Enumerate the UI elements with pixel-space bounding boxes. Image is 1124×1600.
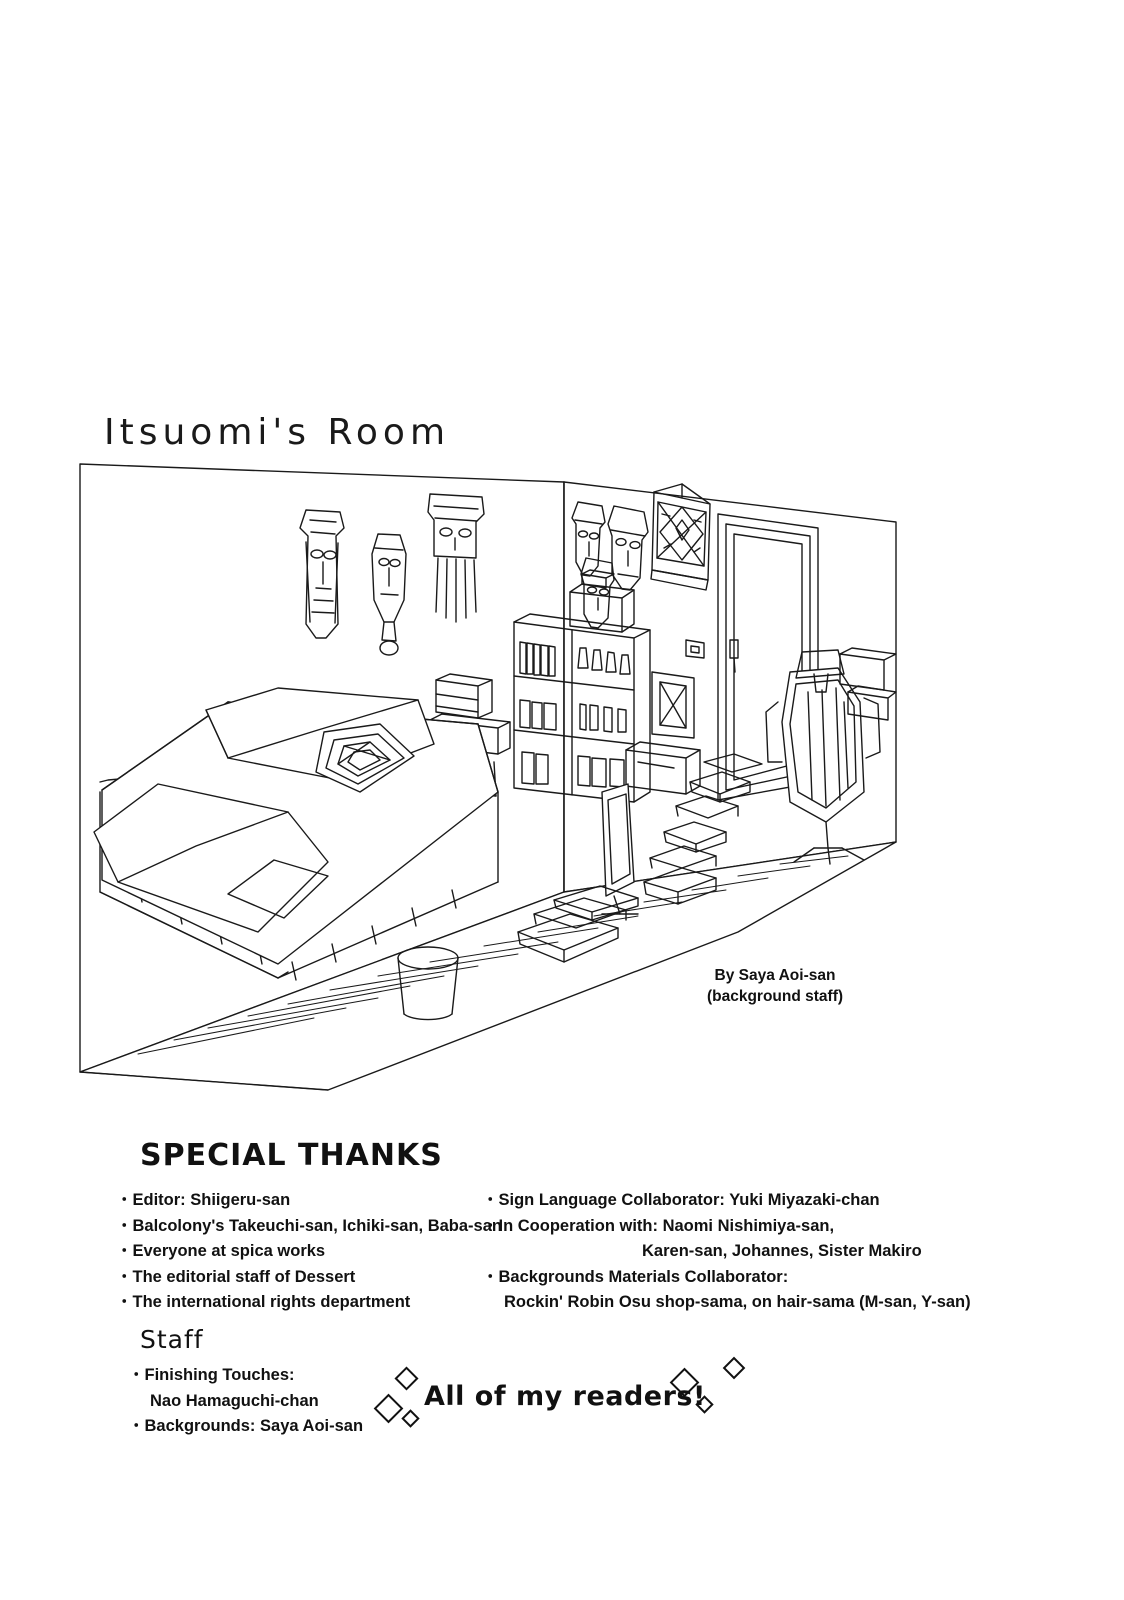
readers-message: All of my readers!: [424, 1381, 706, 1412]
thanks-item: Rockin' Robin Osu shop-sama, on hair-sama (M-san, Y-san): [504, 1293, 971, 1312]
thanks-item: ・In Cooperation with: Naomi Nishimiya-san,: [482, 1216, 835, 1235]
thanks-item: ・Sign Language Collaborator: Yuki Miyazaki-chan: [482, 1191, 880, 1209]
credit-line-1: By Saya Aoi-san: [714, 967, 836, 984]
special-thanks-heading: SPECIAL THANKS: [140, 1138, 443, 1173]
thanks-item: ・Balcolony's Takeuchi-san, Ichiki-san, Baba-san: [116, 1216, 502, 1235]
thanks-item: ・The editorial staff of Dessert: [116, 1267, 356, 1286]
thanks-item: ・Backgrounds Materials Collaborator:: [482, 1267, 789, 1286]
thanks-item: ・The international rights department: [116, 1293, 411, 1312]
page-title: Itsuomi's Room: [104, 412, 451, 453]
thanks-item: Karen-san, Johannes, Sister Makiro: [642, 1242, 922, 1261]
credit-line-2: (background staff): [706, 987, 844, 1005]
staff-item: ・Finishing Touches:: [128, 1366, 295, 1384]
thanks-item: ・Editor: Shiigeru-san: [116, 1191, 291, 1209]
illustration-credit: [665, 966, 885, 1008]
special-thanks-left-column: [116, 1188, 502, 1316]
thanks-item: ・Everyone at spica works: [116, 1242, 326, 1261]
staff-item: Nao Hamaguchi-chan: [150, 1391, 319, 1410]
staff-item: ・Backgrounds: Saya Aoi-san: [128, 1417, 364, 1436]
sparkle-decoration: [723, 1357, 746, 1380]
special-thanks-right-column: [482, 1188, 982, 1316]
staff-heading: Staff: [140, 1325, 204, 1354]
